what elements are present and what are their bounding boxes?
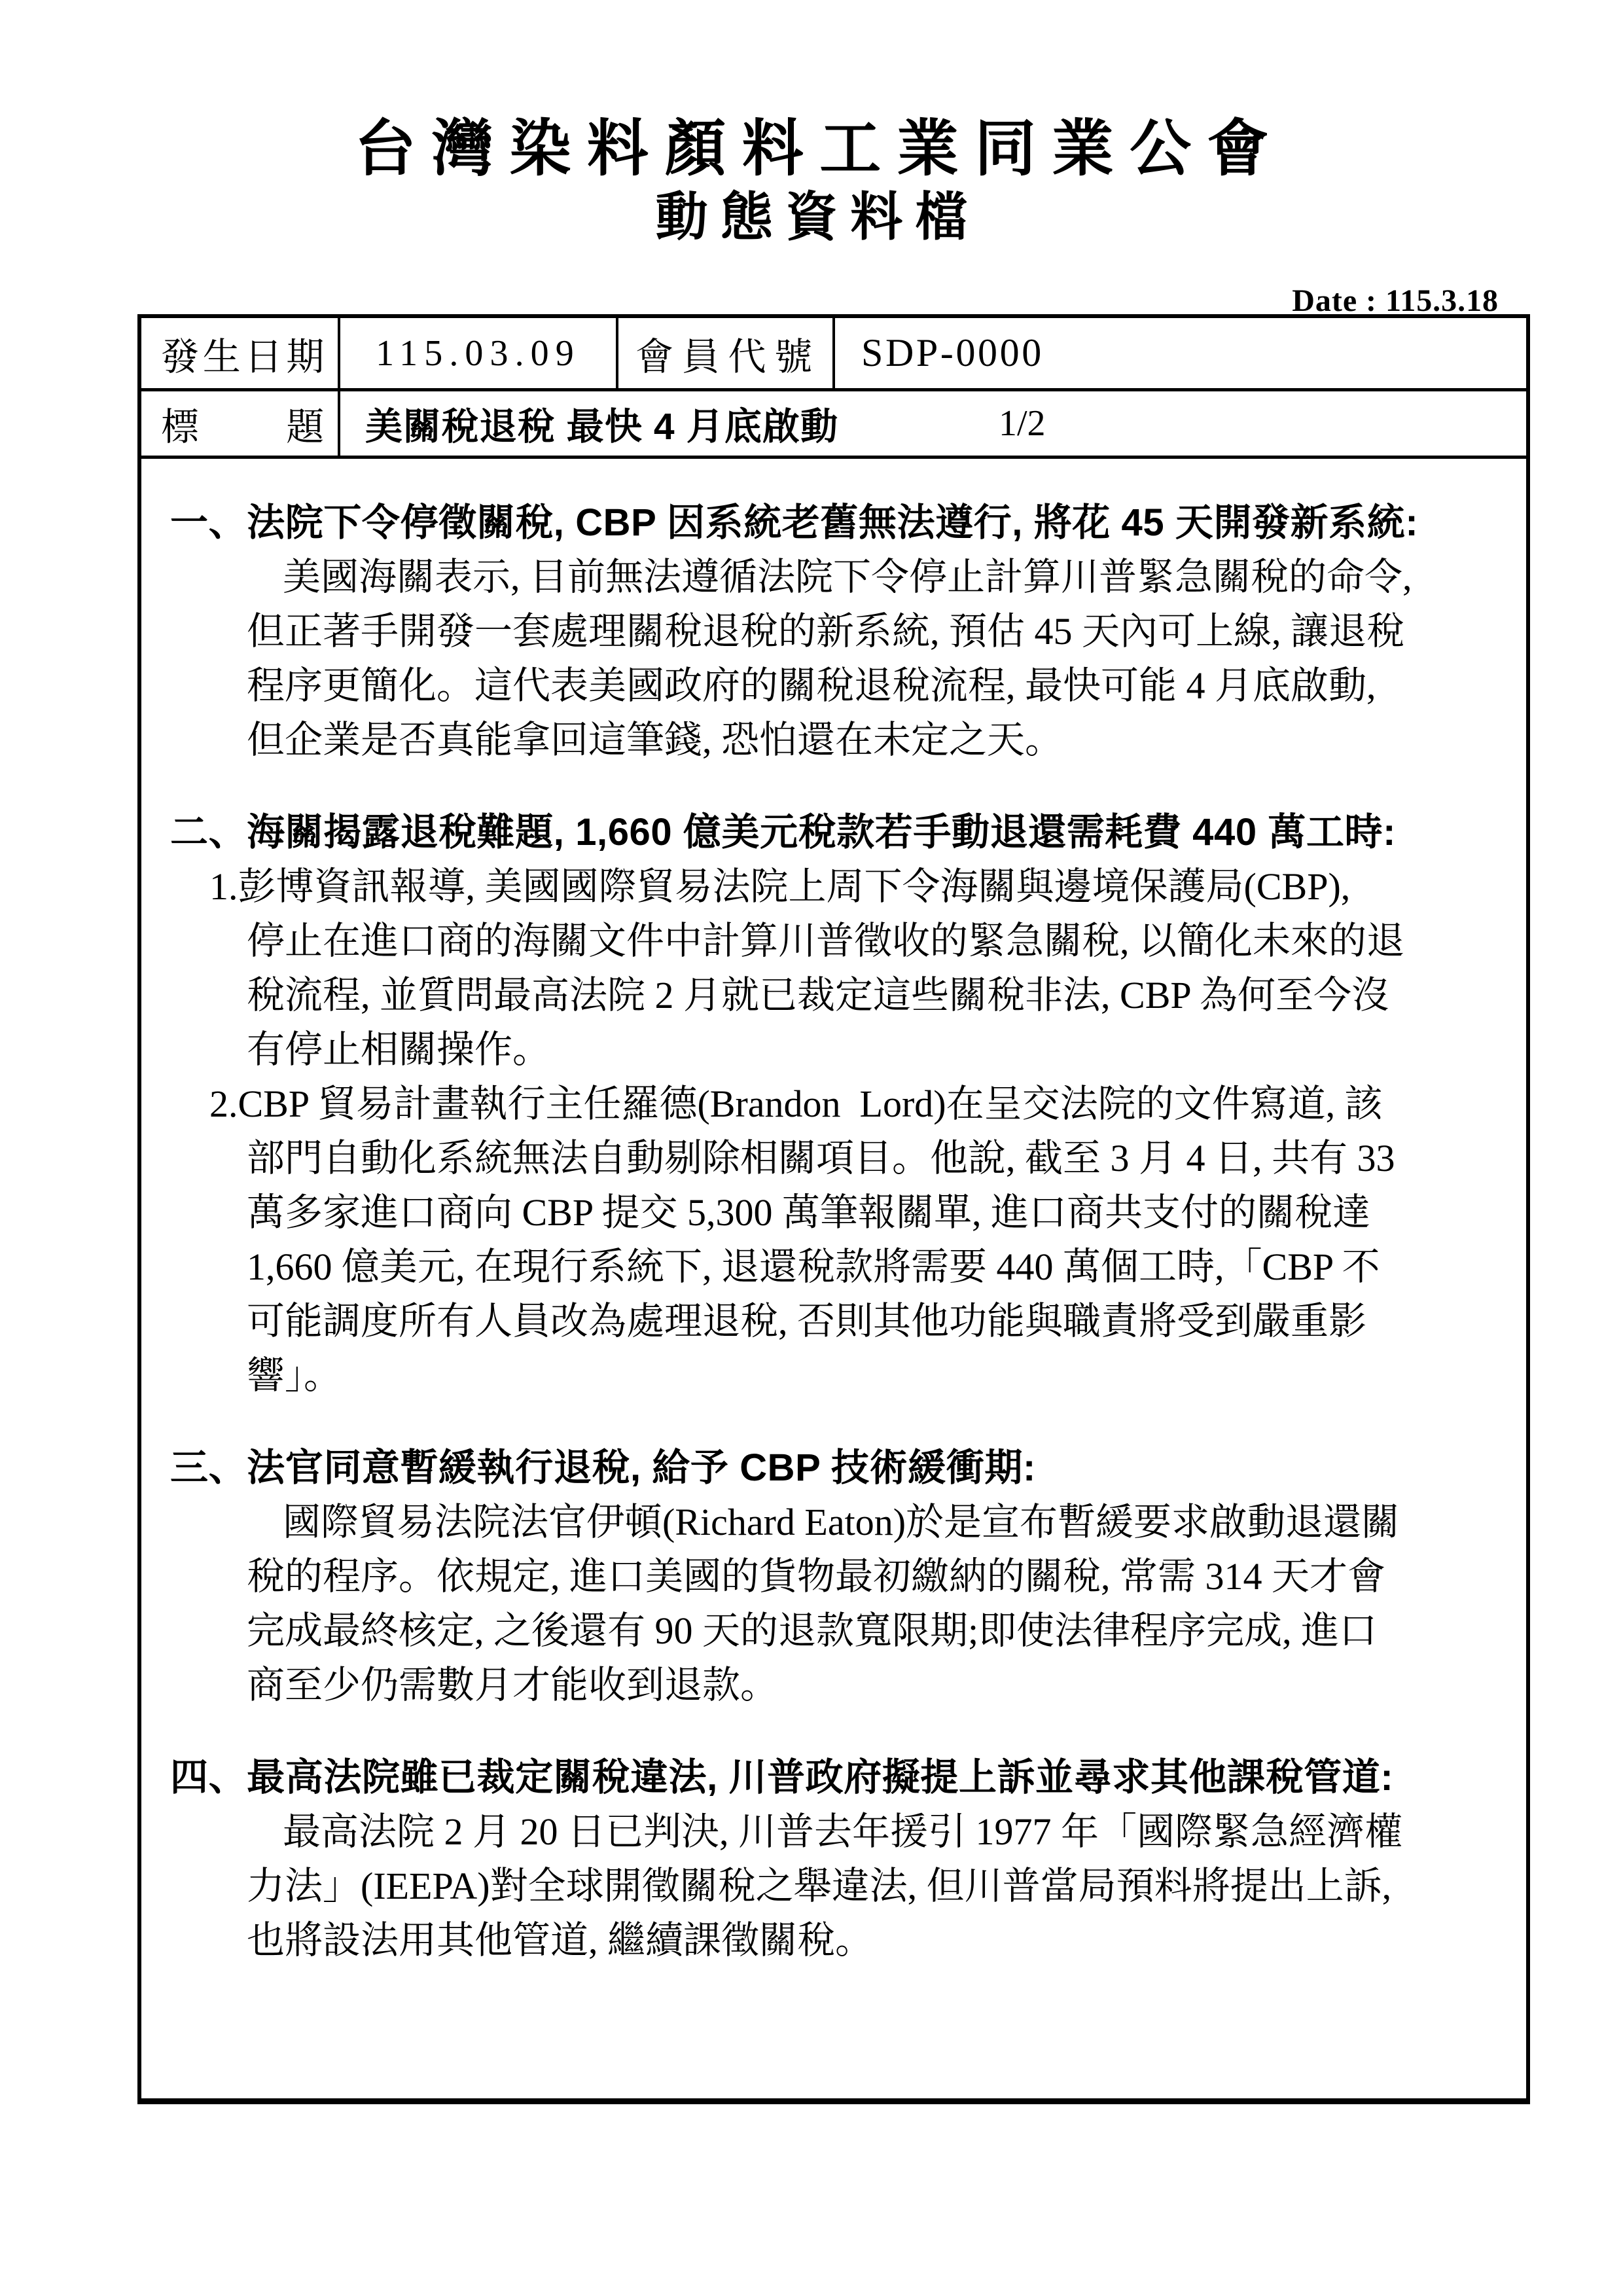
section-3 <box>141 1441 1526 1712</box>
body-line: 有停止相關操作。 <box>247 1028 551 1071</box>
section-1 <box>141 495 1526 767</box>
body-line: 可能調度所有人員改為處理退稅, 否則其他功能與職責將受到嚴重影 <box>247 1300 1367 1342</box>
body-line: 商至少仍需數月才能收到退款。 <box>247 1664 779 1706</box>
body-line: 但正著手開發一套處理關稅退稅的新系統, 預估 45 天內可上線, 讓退稅 <box>247 610 1405 653</box>
occur-date-value: 115.03.09 <box>340 318 618 388</box>
body-line: 稅流程, 並質問最高法院 2 月就已裁定這些關稅非法, CBP 為何至今沒 <box>247 974 1389 1016</box>
section-4-heading: 四、最高法院雖已裁定關稅違法, 川普政府擬提上訴並尋求其他課稅管道: <box>170 1756 1394 1799</box>
body-line: 美國海關表示, 目前無法遵循法院下令停止計算川普緊急關稅的命令, <box>283 556 1412 598</box>
page-subtitle: 動態資料檔 <box>655 188 980 246</box>
body-line: 2.CBP 貿易計畫執行主任羅德(Brandon Lord)在呈交法院的文件寫道, 該 <box>209 1083 1383 1125</box>
subject-label: 標 題 <box>141 391 340 456</box>
date-label: Date : 115.3.18 <box>1292 283 1499 318</box>
body-line: 停止在進口商的海關文件中計算川普徵收的緊急關稅, 以簡化未來的退 <box>247 920 1405 962</box>
section-3-heading: 三、法官同意暫緩執行退稅, 給予 CBP 技術緩衝期: <box>170 1446 1036 1489</box>
section-1-heading: 一、法院下令停徵關稅, CBP 因系統老舊無法遵行, 將花 45 天開發新系統: <box>170 501 1419 544</box>
body-line: 完成最終核定, 之後還有 90 天的退款寬限期;即使法律程序完成, 進口 <box>247 1609 1378 1652</box>
header-row-subject <box>141 391 1526 459</box>
body-line: 1,660 億美元, 在現行系統下, 退還稅款將需要 440 萬個工時,「CBP 不 <box>247 1246 1380 1288</box>
section-4 <box>141 1750 1526 1967</box>
subject-value: 美關稅退稅 最快 4 月底啟動 <box>365 406 839 448</box>
body-line: 1.彭博資訊報導, 美國國際貿易法院上周下令海關與邊境保護局(CBP), <box>209 865 1351 908</box>
section-2-heading: 二、海關揭露退稅難題, 1,660 億美元稅款若手動退還需耗費 440 萬工時: <box>170 811 1396 853</box>
occur-date-label: 發生日期 <box>141 318 340 388</box>
body-line: 程序更簡化。這代表美國政府的關稅退稅流程, 最快可能 4 月底啟動, <box>247 664 1376 707</box>
body-line: 響」。 <box>247 1354 342 1397</box>
body-line: 萬多家進口商向 CBP 提交 5,300 萬筆報關單, 進口商共支付的關稅達 <box>247 1191 1370 1234</box>
subject-cell <box>340 391 1526 456</box>
header-row-occurrence <box>141 318 1526 391</box>
document-frame <box>137 314 1530 2104</box>
page-indicator: 1/2 <box>999 403 1046 444</box>
section-2 <box>141 805 1526 1403</box>
body-line: 國際貿易法院法官伊頓(Richard Eaton)於是宣布暫緩要求啟動退還關 <box>283 1501 1400 1543</box>
body-line: 部門自動化系統無法自動剔除相關項目。他說, 截至 3 月 4 日, 共有 33 <box>247 1137 1395 1179</box>
body-line: 稅的程序。依規定, 進口美國的貨物最初繳納的關稅, 常需 314 天才會 <box>247 1555 1386 1598</box>
body-line: 力法」(IEEPA)對全球開徵關稅之舉違法, 但川普當局預料將提出上訴, <box>247 1865 1392 1907</box>
member-code-label: 會員代號 <box>618 318 835 388</box>
document-body <box>141 459 1526 1967</box>
page-title: 台灣染料顏料工業同業公會 <box>354 114 1285 183</box>
member-code-value: SDP-0000 <box>861 331 1044 374</box>
body-line: 最高法院 2 月 20 日已判決, 川普去年援引 1977 年「國際緊急經濟權 <box>283 1810 1403 1853</box>
body-line: 但企業是否真能拿回這筆錢, 恐怕還在未定之天。 <box>247 719 1063 761</box>
body-line: 也將設法用其他管道, 繼續課徵關稅。 <box>247 1919 874 1962</box>
